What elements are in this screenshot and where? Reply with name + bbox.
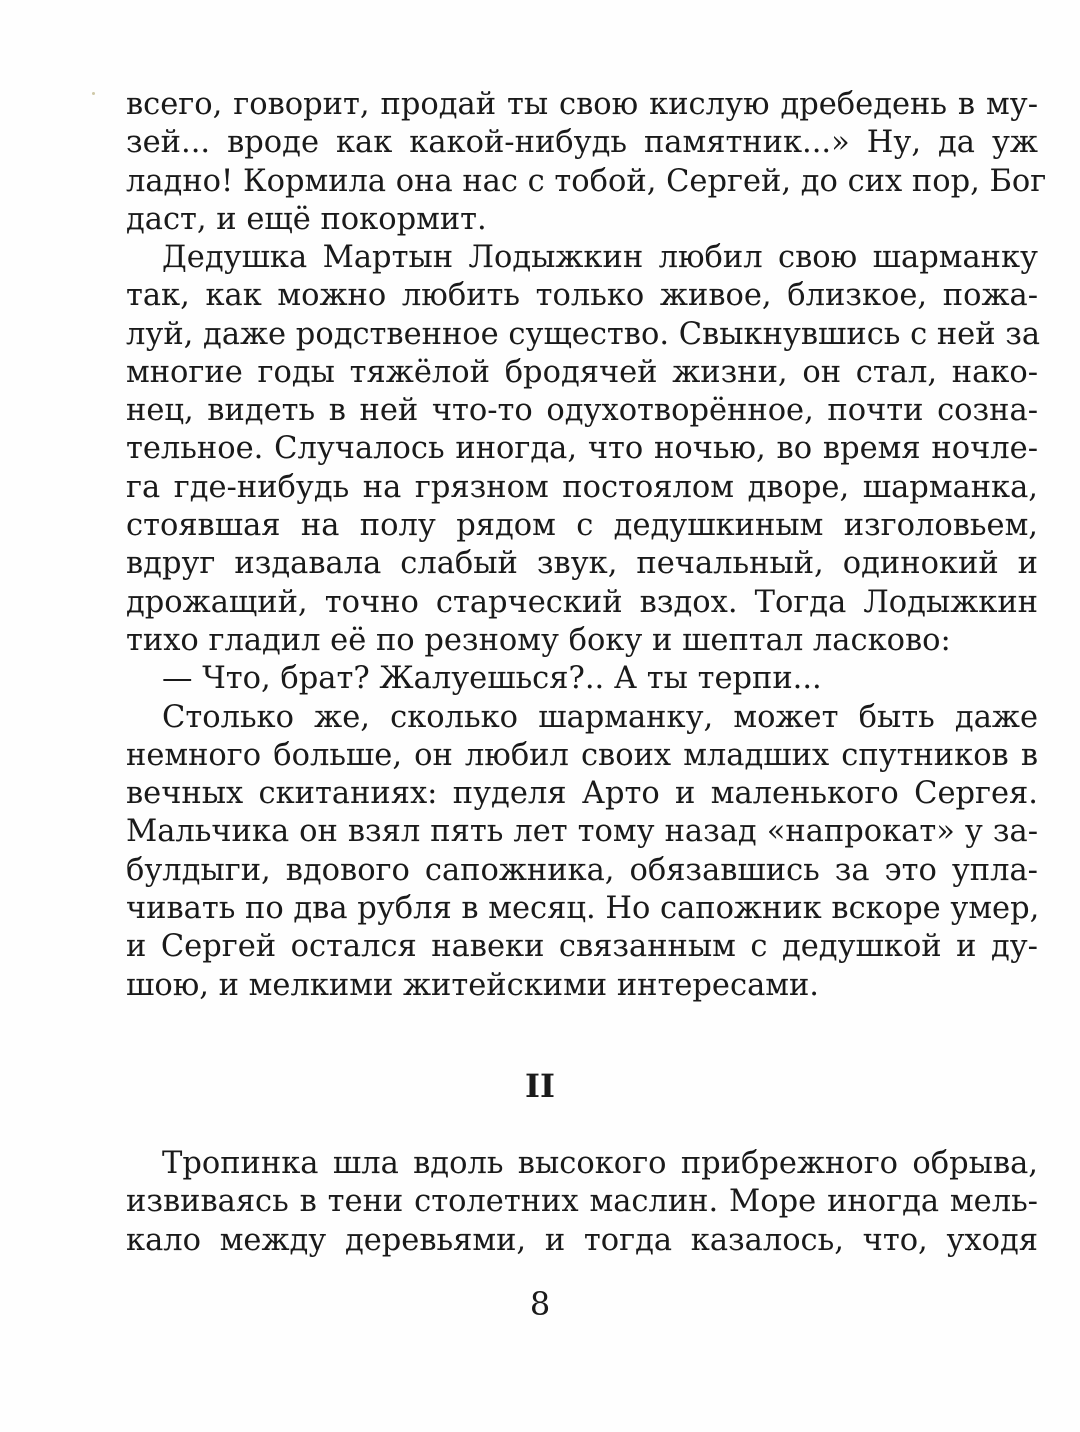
text-line: булдыги, вдового сапожника, обязавшись за это упла- [126, 852, 1038, 888]
text-line: дрожащий, точно старческий вздох. Тогда Лодыжкин [126, 584, 1038, 620]
scan-speck [92, 92, 95, 95]
text-line: нец, видеть в ней что-то одухотворённое, почти созна- [126, 393, 1038, 429]
text-line: чивать по два рубля в месяц. Но сапожник вскоре умер, [126, 891, 1040, 927]
text-line: Столько же, сколько шарманку, может быть даже [162, 699, 1038, 735]
text-line: извиваясь в тени столетних маслин. Море иногда мель- [126, 1184, 1038, 1220]
text-line: вдруг издавала слабый звук, печальный, одинокий и [126, 546, 1038, 582]
text-line: зей... вроде как какой-нибудь памятник...» Ну, да уж [126, 125, 1038, 161]
text-line: Дедушка Мартын Лодыжкин любил свою шарманку [162, 240, 1038, 275]
text-line: стоявшая на полу рядом с дедушкиным изголовьем, [126, 508, 1038, 544]
text-line: Тропинка шла вдоль высокого прибрежного обрыва, [162, 1146, 1038, 1181]
text-line: луй, даже родственное существо. Свыкнувшись с ней за [126, 316, 1041, 352]
text-line: ладно! Кормила она нас с тобой, Сергей, до сих пор, Бог [126, 163, 1047, 199]
text-line: немного больше, он любил своих младших спутников в [126, 737, 1038, 773]
text-line: и Сергей остался навеки связанным с дедушкой и ду- [126, 929, 1038, 965]
text-line: даст, и ещё покормит. [126, 201, 487, 237]
paragraph-path [126, 1145, 1038, 1260]
text-line: тельное. Случалось иногда, что ночью, во время ночле- [126, 431, 1038, 467]
text-line: шою, и мелкими житейскими интересами. [126, 967, 819, 1003]
paragraph-continuation [126, 86, 1047, 239]
dialogue-line: — Что, брат? Жалуешься?.. А ты терпи... [162, 661, 822, 697]
text-line: вечных скитаниях: пуделя Арто и маленького Сергея. [126, 776, 1038, 812]
paragraph-grandfather [126, 239, 1041, 1005]
text-line: га где-нибудь на грязном постоялом дворе, шарманка, [126, 469, 1038, 505]
text-line: тихо гладил её по резному боку и шептал ласково: [126, 622, 951, 658]
chapter-heading: II [525, 1067, 555, 1105]
text-line: так, как можно любить только живое, близкое, пожа- [126, 278, 1038, 314]
text-line: кало между деревьями, и тогда казалось, что, уходя [126, 1222, 1038, 1258]
text-line: всего, говорит, продай ты свою кислую дребедень в му- [126, 87, 1038, 122]
page-number: 8 [529, 1285, 551, 1323]
text-line: Мальчика он взял пять лет тому назад «напрокат» у за- [126, 814, 1038, 850]
text-line: многие годы тяжёлой бродячей жизни, он стал, нако- [126, 354, 1038, 390]
